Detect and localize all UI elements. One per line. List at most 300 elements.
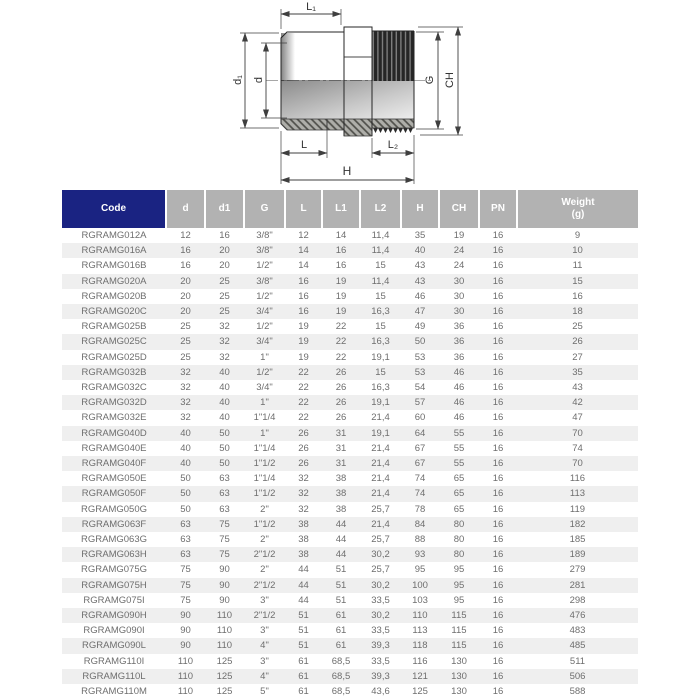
table-cell: 19,1 <box>360 426 401 441</box>
table-cell: 16 <box>479 289 517 304</box>
table-row <box>62 228 638 243</box>
table-cell: 39,3 <box>360 669 401 684</box>
table-cell: RGRAMG110M <box>62 684 166 699</box>
table-cell: 1/2" <box>244 319 285 334</box>
table-cell: 16 <box>322 258 360 273</box>
table-cell: 30 <box>439 274 479 289</box>
table-cell: 4" <box>244 669 285 684</box>
table-cell: 75 <box>205 547 244 562</box>
table-cell: 21,4 <box>360 456 401 471</box>
table-cell: 506 <box>517 669 638 684</box>
table-cell: 95 <box>401 562 439 577</box>
table-cell: 298 <box>517 593 638 608</box>
table-cell: 100 <box>401 578 439 593</box>
col-header-ch: CH <box>439 190 479 228</box>
table-cell: 3" <box>244 623 285 638</box>
table-cell: 16 <box>479 593 517 608</box>
table-cell: 90 <box>205 593 244 608</box>
table-cell: 22 <box>285 365 322 380</box>
table-cell: 36 <box>439 350 479 365</box>
table-cell: 30 <box>439 304 479 319</box>
table-cell: 476 <box>517 608 638 623</box>
table-cell: 43 <box>401 274 439 289</box>
table-cell: 1/2" <box>244 289 285 304</box>
table-cell: 26 <box>322 365 360 380</box>
table-cell: 16 <box>479 578 517 593</box>
table-cell: 16 <box>285 289 322 304</box>
table-cell: 24 <box>439 243 479 258</box>
table-cell: 65 <box>439 502 479 517</box>
table-cell: 110 <box>205 638 244 653</box>
table-cell: 189 <box>517 547 638 562</box>
table-cell: 40 <box>205 410 244 425</box>
table-cell: 80 <box>439 547 479 562</box>
table-cell: RGRAMG075I <box>62 593 166 608</box>
table-cell: 2" <box>244 532 285 547</box>
table-cell: RGRAMG063F <box>62 517 166 532</box>
table-cell: 16 <box>479 395 517 410</box>
table-cell: RGRAMG110L <box>62 669 166 684</box>
table-cell: 61 <box>322 638 360 653</box>
dimension-l1 <box>281 1 341 29</box>
table-cell: 15 <box>360 319 401 334</box>
table-cell: 25 <box>205 289 244 304</box>
table-cell: 40 <box>205 365 244 380</box>
table-cell: 3/4" <box>244 380 285 395</box>
table-cell: 483 <box>517 623 638 638</box>
table-cell: RGRAMG032C <box>62 380 166 395</box>
table-cell: 281 <box>517 578 638 593</box>
table-cell: 67 <box>401 456 439 471</box>
table-cell: 46 <box>439 395 479 410</box>
table-cell: 30,2 <box>360 608 401 623</box>
table-cell: 118 <box>401 638 439 653</box>
table-cell: 61 <box>322 608 360 623</box>
table-cell: 30,2 <box>360 547 401 562</box>
table-row <box>62 289 638 304</box>
table-cell: 75 <box>205 517 244 532</box>
table-cell: 20 <box>166 304 205 319</box>
table-cell: 95 <box>439 578 479 593</box>
table-cell: RGRAMG040D <box>62 426 166 441</box>
table-cell: 9 <box>517 228 638 243</box>
table-cell: 32 <box>205 319 244 334</box>
table-cell: 39,3 <box>360 638 401 653</box>
table-row <box>62 608 638 623</box>
table-cell: 16 <box>479 517 517 532</box>
table-cell: 25,7 <box>360 532 401 547</box>
bore-section <box>281 81 414 119</box>
table-cell: 51 <box>322 578 360 593</box>
table-cell: 16 <box>479 547 517 562</box>
table-cell: 16 <box>479 380 517 395</box>
table-cell: 54 <box>401 380 439 395</box>
table-cell: 16 <box>285 304 322 319</box>
table-cell: 26 <box>285 441 322 456</box>
table-cell: 51 <box>285 623 322 638</box>
table-cell: 1/2" <box>244 365 285 380</box>
table-row <box>62 274 638 289</box>
table-cell: 3/8" <box>244 274 285 289</box>
table-cell: 51 <box>322 562 360 577</box>
col-header-code: Code <box>62 190 166 228</box>
table-cell: 16 <box>479 623 517 638</box>
table-cell: 115 <box>439 638 479 653</box>
table-row <box>62 258 638 273</box>
table-cell: 50 <box>205 426 244 441</box>
table-cell: 3/4" <box>244 334 285 349</box>
table-cell: 16 <box>479 441 517 456</box>
dim-label-l1: L₁ <box>306 1 316 13</box>
table-cell: 60 <box>401 410 439 425</box>
table-cell: 44 <box>322 532 360 547</box>
table-cell: 21,4 <box>360 441 401 456</box>
table-cell: 588 <box>517 684 638 699</box>
table-cell: 40 <box>205 380 244 395</box>
thread-teeth-section <box>373 128 413 133</box>
table-cell: 32 <box>166 395 205 410</box>
table-cell: 4" <box>244 638 285 653</box>
table-cell: RGRAMG025D <box>62 350 166 365</box>
table-cell: 1" <box>244 426 285 441</box>
table-cell: 125 <box>205 684 244 699</box>
table-cell: 43,6 <box>360 684 401 699</box>
table-cell: 1"1/4 <box>244 441 285 456</box>
table-cell: 40 <box>205 395 244 410</box>
table-cell: 21,4 <box>360 486 401 501</box>
table-cell: 50 <box>205 441 244 456</box>
table-cell: 25 <box>166 319 205 334</box>
table-cell: 2"1/2 <box>244 547 285 562</box>
table-cell: 2"1/2 <box>244 578 285 593</box>
table-cell: 22 <box>285 380 322 395</box>
table-cell: 40 <box>166 441 205 456</box>
table-cell: 22 <box>322 334 360 349</box>
table-cell: RGRAMG025B <box>62 319 166 334</box>
table-cell: 18 <box>517 304 638 319</box>
table-cell: RGRAMG012A <box>62 228 166 243</box>
col-header-g: G <box>244 190 285 228</box>
table-cell: RGRAMG016B <box>62 258 166 273</box>
table-cell: 51 <box>322 593 360 608</box>
table-cell: 31 <box>322 426 360 441</box>
table-cell: 44 <box>285 578 322 593</box>
table-row <box>62 517 638 532</box>
table-cell: 35 <box>517 365 638 380</box>
table-cell: 1"1/2 <box>244 517 285 532</box>
table-cell: 22 <box>285 410 322 425</box>
table-cell: RGRAMG040F <box>62 456 166 471</box>
table-cell: 84 <box>401 517 439 532</box>
table-cell: 38 <box>285 547 322 562</box>
table-cell: 16 <box>479 243 517 258</box>
table-cell: 25 <box>517 319 638 334</box>
dim-label-d1: d₁ <box>232 75 244 85</box>
dimension-l <box>281 121 327 184</box>
table-cell: 50 <box>166 471 205 486</box>
table-cell: 40 <box>166 426 205 441</box>
table-cell: 53 <box>401 365 439 380</box>
table-cell: 55 <box>439 426 479 441</box>
table-cell: 21,4 <box>360 471 401 486</box>
table-cell: 11,4 <box>360 228 401 243</box>
col-header-d: d <box>166 190 205 228</box>
table-row <box>62 471 638 486</box>
table-cell: 61 <box>285 669 322 684</box>
table-cell: 25 <box>166 334 205 349</box>
table-cell: 16 <box>479 608 517 623</box>
table-row <box>62 562 638 577</box>
table-cell: 63 <box>166 547 205 562</box>
table-cell: RGRAMG075G <box>62 562 166 577</box>
table-cell: 32 <box>166 380 205 395</box>
table-row <box>62 410 638 425</box>
col-header-l: L <box>285 190 322 228</box>
hex-section <box>344 27 372 81</box>
table-cell: 25 <box>205 274 244 289</box>
table-cell: 32 <box>205 334 244 349</box>
table-cell: 38 <box>322 471 360 486</box>
table-cell: 42 <box>517 395 638 410</box>
table-cell: 20 <box>166 289 205 304</box>
table-cell: 63 <box>166 532 205 547</box>
table-cell: RGRAMG032B <box>62 365 166 380</box>
table-cell: 19,1 <box>360 395 401 410</box>
table-cell: 16,3 <box>360 304 401 319</box>
table-cell: 16 <box>479 304 517 319</box>
table-cell: 90 <box>166 638 205 653</box>
table-cell: RGRAMG075H <box>62 578 166 593</box>
table-cell: 113 <box>401 623 439 638</box>
table-cell: 32 <box>166 365 205 380</box>
table-row <box>62 638 638 653</box>
table-cell: 16 <box>479 426 517 441</box>
fitting-technical-drawing <box>0 0 700 190</box>
table-cell: 33,5 <box>360 654 401 669</box>
table-cell: 80 <box>439 532 479 547</box>
table-cell: RGRAMG016A <box>62 243 166 258</box>
table-row <box>62 243 638 258</box>
table-cell: 44 <box>322 547 360 562</box>
table-cell: RGRAMG063G <box>62 532 166 547</box>
table-cell: 90 <box>166 623 205 638</box>
table-cell: 26 <box>285 456 322 471</box>
table-cell: 116 <box>401 654 439 669</box>
table-cell: 16 <box>479 258 517 273</box>
table-cell: RGRAMG040E <box>62 441 166 456</box>
table-body <box>62 228 638 699</box>
table-cell: 20 <box>205 258 244 273</box>
table-cell: 14 <box>285 258 322 273</box>
dimension-h <box>281 164 414 180</box>
col-header-pn: PN <box>479 190 517 228</box>
table-cell: 95 <box>439 562 479 577</box>
table-cell: 16 <box>479 562 517 577</box>
table-cell: 49 <box>401 319 439 334</box>
table-cell: 46 <box>439 365 479 380</box>
dim-label-d: d <box>253 76 265 84</box>
table-cell: 88 <box>401 532 439 547</box>
table-cell: 125 <box>205 654 244 669</box>
table-cell: 36 <box>439 319 479 334</box>
table-cell: 5" <box>244 684 285 699</box>
col-header-d1: d1 <box>205 190 244 228</box>
table-cell: 25,7 <box>360 502 401 517</box>
col-header-l1: L1 <box>322 190 360 228</box>
table-cell: 3/4" <box>244 304 285 319</box>
table-cell: 20 <box>166 274 205 289</box>
table-cell: 130 <box>439 684 479 699</box>
table-cell: 22 <box>322 319 360 334</box>
table-cell: 80 <box>439 517 479 532</box>
table-cell: 1"1/2 <box>244 486 285 501</box>
table-cell: RGRAMG110I <box>62 654 166 669</box>
table-row <box>62 502 638 517</box>
table-cell: 2"1/2 <box>244 608 285 623</box>
table-cell: 51 <box>285 638 322 653</box>
table-cell: 15 <box>360 365 401 380</box>
table-cell: 63 <box>205 502 244 517</box>
table-cell: 75 <box>166 562 205 577</box>
table-row <box>62 441 638 456</box>
table-cell: 43 <box>401 258 439 273</box>
table-cell: 50 <box>401 334 439 349</box>
table-cell: 44 <box>285 593 322 608</box>
table-cell: 130 <box>439 669 479 684</box>
male-thread <box>372 31 414 81</box>
table-row <box>62 334 638 349</box>
table-cell: RGRAMG020C <box>62 304 166 319</box>
table-cell: 130 <box>439 654 479 669</box>
dim-label-h: H <box>342 164 352 178</box>
table-cell: 16 <box>479 684 517 699</box>
table-cell: 119 <box>517 502 638 517</box>
table-cell: 1" <box>244 350 285 365</box>
table-cell: 16 <box>479 532 517 547</box>
hex-wall-hatch <box>344 119 372 136</box>
table-cell: 38 <box>285 517 322 532</box>
table-cell: 1"1/4 <box>244 471 285 486</box>
table-cell: 70 <box>517 426 638 441</box>
table-cell: 25 <box>205 304 244 319</box>
table-cell: 50 <box>166 502 205 517</box>
table-cell: 74 <box>401 471 439 486</box>
table-cell: 16 <box>166 258 205 273</box>
table-cell: 16 <box>205 228 244 243</box>
table-cell: RGRAMG063H <box>62 547 166 562</box>
table-cell: 279 <box>517 562 638 577</box>
table-cell: 30,2 <box>360 578 401 593</box>
table-cell: 26 <box>322 395 360 410</box>
table-cell: 68,5 <box>322 654 360 669</box>
table-header-row <box>62 190 638 228</box>
table-cell: RGRAMG032E <box>62 410 166 425</box>
table-cell: 47 <box>401 304 439 319</box>
table-cell: 74 <box>401 486 439 501</box>
table-cell: 16 <box>479 228 517 243</box>
table-cell: 103 <box>401 593 439 608</box>
table-cell: 30 <box>439 289 479 304</box>
table-cell: 78 <box>401 502 439 517</box>
table-row <box>62 547 638 562</box>
table-cell: 16 <box>479 456 517 471</box>
table-cell: 40 <box>166 456 205 471</box>
dimensions-table <box>62 190 638 699</box>
table-cell: 19 <box>322 289 360 304</box>
table-cell: 32 <box>285 471 322 486</box>
table-cell: 125 <box>205 669 244 684</box>
table-row <box>62 350 638 365</box>
table-cell: 19 <box>322 274 360 289</box>
table-cell: 67 <box>401 441 439 456</box>
table-row <box>62 623 638 638</box>
table-cell: 16 <box>166 243 205 258</box>
table-cell: 93 <box>401 547 439 562</box>
table-cell: 22 <box>285 395 322 410</box>
table-cell: RGRAMG090H <box>62 608 166 623</box>
table-cell: 511 <box>517 654 638 669</box>
table-cell: 15 <box>517 274 638 289</box>
table-cell: 38 <box>285 532 322 547</box>
table-row <box>62 532 638 547</box>
table-cell: 74 <box>517 441 638 456</box>
table-cell: 55 <box>439 441 479 456</box>
table-cell: 11,4 <box>360 243 401 258</box>
table-cell: 51 <box>285 608 322 623</box>
table-cell: 61 <box>285 684 322 699</box>
table-cell: 26 <box>322 410 360 425</box>
table-cell: 16 <box>479 654 517 669</box>
table-cell: 31 <box>322 441 360 456</box>
col-header-weight: Weight (g) <box>517 190 638 228</box>
table-cell: 26 <box>322 380 360 395</box>
table-cell: 75 <box>166 578 205 593</box>
table-cell: RGRAMG020B <box>62 289 166 304</box>
table-cell: 1"1/4 <box>244 410 285 425</box>
table-cell: 485 <box>517 638 638 653</box>
table-cell: 57 <box>401 395 439 410</box>
table-cell: 43 <box>517 380 638 395</box>
table-cell: 16 <box>479 274 517 289</box>
table-cell: 63 <box>166 517 205 532</box>
table-cell: 19 <box>285 350 322 365</box>
table-cell: 33,5 <box>360 593 401 608</box>
table-cell: 16 <box>479 638 517 653</box>
table-cell: 14 <box>322 228 360 243</box>
table-cell: 21,4 <box>360 517 401 532</box>
table-cell: 110 <box>401 608 439 623</box>
table-cell: 182 <box>517 517 638 532</box>
table-cell: 24 <box>439 258 479 273</box>
table-row <box>62 593 638 608</box>
table-cell: 21,4 <box>360 410 401 425</box>
table-cell: 65 <box>439 486 479 501</box>
table-row <box>62 319 638 334</box>
table-cell: 44 <box>285 562 322 577</box>
table-cell: 75 <box>166 593 205 608</box>
socket-wall-hatch <box>281 119 344 130</box>
table-cell: 27 <box>517 350 638 365</box>
table-cell: 90 <box>205 578 244 593</box>
table-cell: 19 <box>285 334 322 349</box>
table-cell: 16 <box>479 319 517 334</box>
table-cell: 46 <box>401 289 439 304</box>
table-cell: 53 <box>401 350 439 365</box>
table-cell: 16 <box>285 274 322 289</box>
table-cell: 26 <box>285 426 322 441</box>
table-cell: 15 <box>360 258 401 273</box>
table-cell: RGRAMG050F <box>62 486 166 501</box>
